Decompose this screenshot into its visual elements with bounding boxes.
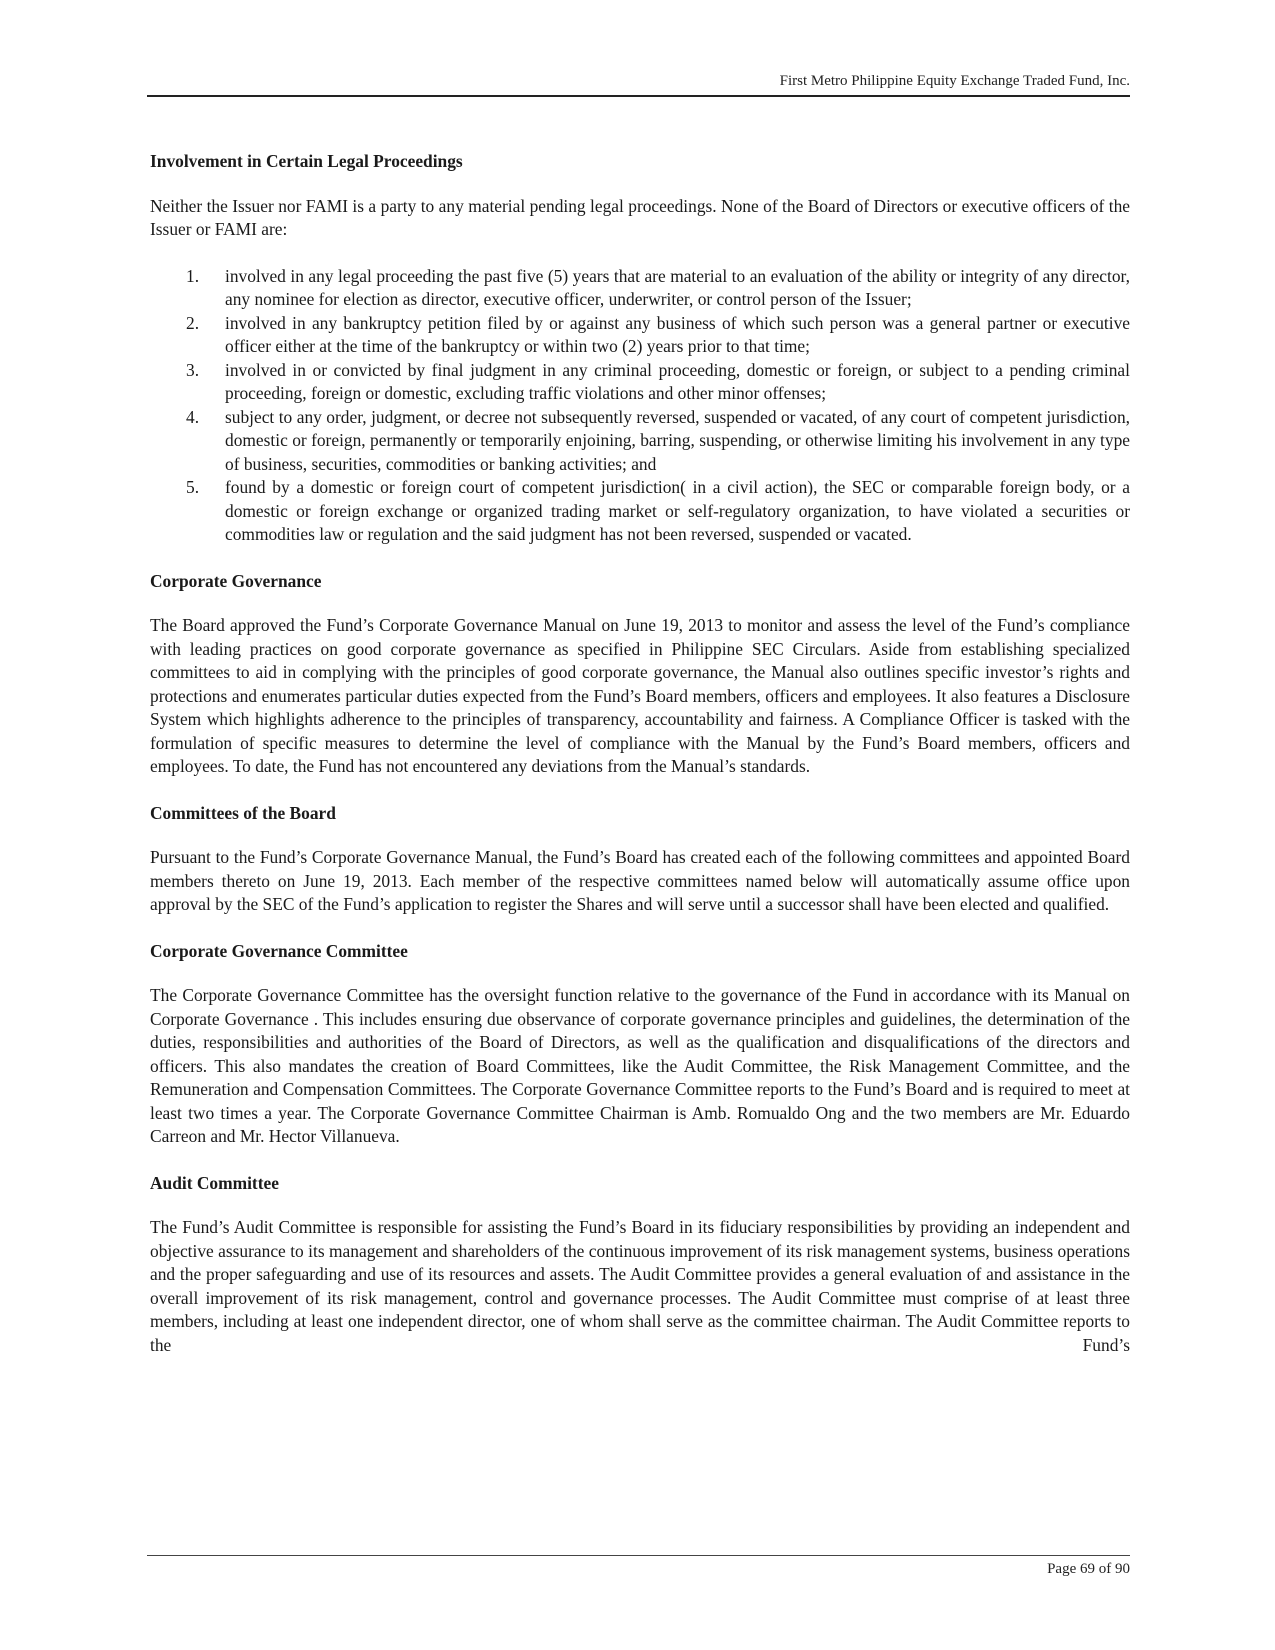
section-heading-audit-committee: Audit Committee	[150, 1172, 279, 1193]
list-item-number: 3.	[186, 359, 200, 380]
legal-proceedings-intro: Neither the Issuer nor FAMI is a party to any material pending legal proceedings. None of the Board of Directors or executive officers of the Issuer or FAMI are:	[150, 195, 1130, 239]
list-item	[150, 476, 1130, 547]
legal-proceedings-list	[150, 265, 1130, 547]
list-item	[150, 406, 1130, 477]
page-body	[150, 150, 1130, 1380]
audit-committee-paragraph: The Fund’s Audit Committee is responsible for assisting the Fund’s Board in its fiduciary responsibilities by providing an independent and objective assurance to its management and shareholders of the continuous improvement of its risk management systems, business operations and the proper safeguarding and use of its resources and assets. The Audit Committee provides a general evaluation of and assistance in the overall improvement of its risk management, control and governance processes. The Audit Committee must comprise of at least three members, including at least one independent director, one of whom shall serve as the committee chairman. The Audit Committee reports to the Fund’s	[150, 1217, 1130, 1355]
list-item-text: subject to any order, judgment, or decree not subsequently reversed, suspended or vacated, of any court of competent jurisdiction, domestic or foreign, permanently or temporarily enjoining, barring, suspending, or otherwise limiting his involvement in any type of business, securities, commodities or banking activities; and	[225, 406, 1130, 474]
committees-paragraph: Pursuant to the Fund’s Corporate Governance Manual, the Fund’s Board has created each of the following committees and appointed Board members thereto on June 19, 2013. Each member of the respective committees named below will automatically assume office upon approval by the SEC of the Fund’s application to register the Shares and will serve until a successor shall have been elected and qualified.	[150, 847, 1130, 914]
list-item	[150, 265, 1130, 312]
footer-divider	[147, 1555, 1130, 1556]
section-heading-corporate-governance: Corporate Governance	[150, 570, 322, 591]
list-item-text: involved in any bankruptcy petition filed by or against any business of which such person was a general partner or executive officer either at the time of the bankruptcy or within two (2) years prior to that time;	[225, 312, 1130, 356]
list-item	[150, 312, 1130, 359]
page-number: Page 69 of 90	[1047, 1561, 1130, 1577]
corporate-governance-paragraph: The Board approved the Fund’s Corporate Governance Manual on June 19, 2013 to monitor and assess the level of the Fund’s compliance with leading practices on good corporate governance as specified in Philippine SEC Circulars. Aside from establishing specialized committees to aid in complying with the principles of good corporate governance, the Manual also outlines specific investor’s rights and protections and enumerates particular duties expected from the Fund’s Board members, officers and employees. It also features a Disclosure System which highlights adherence to the principles of transparency, accountability and fairness. A Compliance Officer is tasked with the formulation of specific measures to determine the level of compliance with the Manual by the Fund’s Board members, officers and employees. To date, the Fund has not encountered any deviations from the Manual’s standards.	[150, 615, 1130, 776]
header-divider	[147, 95, 1130, 97]
cg-committee-paragraph: The Corporate Governance Committee has the oversight function relative to the governance of the Fund in accordance with its Manual on Corporate Governance . This includes ensuring due observance of corporate governance principles and guidelines, the determination of the duties, responsibilities and authorities of the Board of Directors, as well as the qualification and disqualifications of the directors and officers. This also mandates the creation of Board Committees, like the Audit Committee, the Risk Management Committee, and the Remuneration and Compensation Committees. The Corporate Governance Committee reports to the Fund’s Board and is required to meet at least two times a year. The Corporate Governance Committee Chairman is Amb. Romualdo Ong and the two members are Mr. Eduardo Carreon and Mr. Hector Villanueva.	[150, 985, 1130, 1146]
running-header: First Metro Philippine Equity Exchange Traded Fund, Inc.	[779, 73, 1130, 89]
list-item-number: 1.	[186, 265, 200, 286]
list-item	[150, 359, 1130, 406]
list-item-number: 4.	[186, 406, 200, 427]
section-heading-cg-committee: Corporate Governance Committee	[150, 940, 408, 961]
section-heading-legal-proceedings: Involvement in Certain Legal Proceedings	[150, 151, 463, 171]
list-item-text: found by a domestic or foreign court of competent jurisdiction( in a civil action), the SEC or comparable foreign body, or a domestic or foreign exchange or organized trading market or self-regulatory organization, to have violated a securities or commodities law or regulation and the said judgment has not been reversed, suspended or vacated.	[225, 477, 1130, 544]
list-item-number: 2.	[186, 312, 200, 333]
list-item-number: 5.	[186, 477, 200, 497]
list-item-text: involved in any legal proceeding the past five (5) years that are material to an evaluation of the ability or integrity of any director, any nominee for election as director, executive officer, underwriter, or control person of the Issuer;	[225, 265, 1130, 309]
section-heading-committees: Committees of the Board	[150, 802, 336, 823]
list-item-text: involved in or convicted by final judgment in any criminal proceeding, domestic or foreign, or subject to a pending criminal proceeding, foreign or domestic, excluding traffic violations and other minor offenses;	[225, 359, 1130, 403]
